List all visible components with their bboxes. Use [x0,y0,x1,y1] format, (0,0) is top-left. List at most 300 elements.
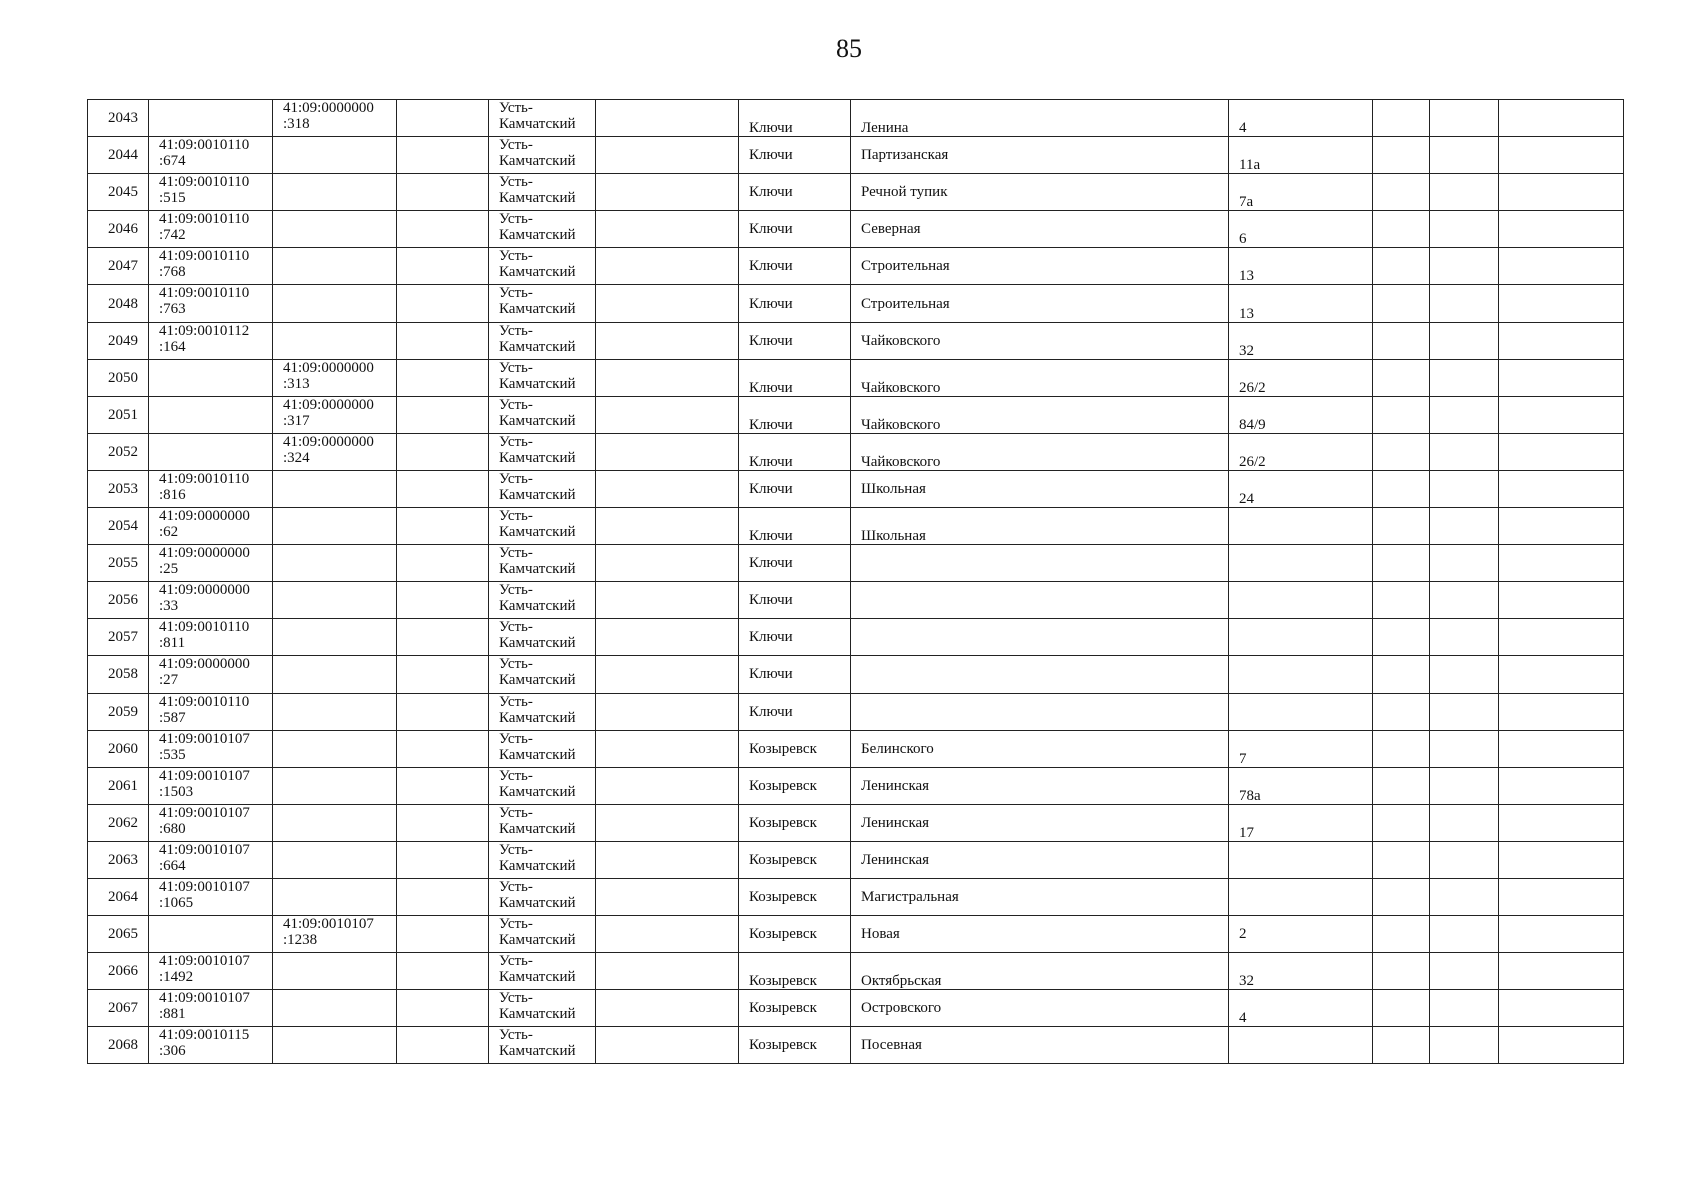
row-number-cell: 2055 [88,545,149,582]
empty-cell [1499,137,1624,174]
cadastral-number-b-cell [273,470,397,507]
empty-cell [596,916,739,953]
empty-cell [596,174,739,211]
empty-cell [397,990,489,1027]
cadastral-number-a-cell: 41:09:0010110 :816 [149,470,273,507]
empty-cell [1499,953,1624,990]
cadastral-number-b-cell: 41:09:0000000 :324 [273,433,397,470]
row-number-cell: 2054 [88,508,149,545]
table-row [88,433,1624,470]
empty-cell [397,359,489,396]
empty-cell [596,990,739,1027]
empty-cell [397,767,489,804]
table-row [88,730,1624,767]
house-number-cell: 4 [1229,100,1373,137]
table-row [88,693,1624,730]
district-cell: Усть- Камчатский [489,396,596,433]
locality-cell: Козыревск [739,804,851,841]
district-cell: Усть- Камчатский [489,619,596,656]
empty-cell [397,730,489,767]
empty-cell [397,582,489,619]
empty-cell [397,211,489,248]
empty-cell [596,804,739,841]
locality-cell: Ключи [739,322,851,359]
street-cell: Школьная [851,470,1229,507]
cadastral-number-b-cell: 41:09:0000000 :317 [273,396,397,433]
house-number-cell: 6 [1229,211,1373,248]
cadastral-number-b-cell [273,582,397,619]
locality-cell: Ключи [739,100,851,137]
cadastral-number-a-cell: 41:09:0010107 :680 [149,804,273,841]
row-number-cell: 2051 [88,396,149,433]
cadastral-number-a-cell: 41:09:0010115 :306 [149,1027,273,1064]
empty-cell [596,693,739,730]
district-cell: Усть- Камчатский [489,878,596,915]
district-cell: Усть- Камчатский [489,990,596,1027]
house-number-cell: 7 [1229,730,1373,767]
locality-cell: Ключи [739,211,851,248]
locality-cell: Ключи [739,656,851,693]
empty-cell [1373,211,1430,248]
cadastral-number-b-cell [273,508,397,545]
house-number-cell [1229,508,1373,545]
cadastral-number-a-cell: 41:09:0010107 :1492 [149,953,273,990]
street-cell: Ленинская [851,841,1229,878]
house-number-cell: 2 [1229,916,1373,953]
locality-cell: Козыревск [739,990,851,1027]
empty-cell [1430,433,1499,470]
cadastral-number-a-cell: 41:09:0010110 :515 [149,174,273,211]
empty-cell [596,656,739,693]
house-number-cell: 17 [1229,804,1373,841]
empty-cell [397,100,489,137]
cadastral-number-b-cell [273,174,397,211]
empty-cell [596,841,739,878]
empty-cell [1430,545,1499,582]
row-number-cell: 2066 [88,953,149,990]
page-number: 85 [836,34,862,63]
cadastral-number-a-cell: 41:09:0010112 :164 [149,322,273,359]
empty-cell [1430,100,1499,137]
cadastral-number-a-cell [149,359,273,396]
empty-cell [1430,508,1499,545]
cadastral-number-a-cell [149,396,273,433]
street-cell [851,693,1229,730]
street-cell: Школьная [851,508,1229,545]
locality-cell: Козыревск [739,1027,851,1064]
empty-cell [1373,953,1430,990]
street-cell: Островского [851,990,1229,1027]
row-number-cell: 2061 [88,767,149,804]
empty-cell [596,285,739,322]
cadastral-number-a-cell: 41:09:0010107 :1503 [149,767,273,804]
cadastral-number-b-cell [273,211,397,248]
empty-cell [1373,990,1430,1027]
table-row [88,322,1624,359]
district-cell: Усть- Камчатский [489,470,596,507]
table-row [88,656,1624,693]
street-cell: Ленинская [851,767,1229,804]
street-cell: Октябрьская [851,953,1229,990]
district-cell: Усть- Камчатский [489,916,596,953]
table-row [88,1027,1624,1064]
cadastral-number-b-cell [273,1027,397,1064]
empty-cell [1373,656,1430,693]
locality-cell: Козыревск [739,916,851,953]
cadastral-number-a-cell: 41:09:0010110 :811 [149,619,273,656]
locality-cell: Ключи [739,508,851,545]
table-row [88,396,1624,433]
locality-cell: Козыревск [739,841,851,878]
empty-cell [397,693,489,730]
table-row [88,211,1624,248]
street-cell: Чайковского [851,322,1229,359]
empty-cell [1430,841,1499,878]
cadastral-number-a-cell: 41:09:0010107 :664 [149,841,273,878]
empty-cell [1373,693,1430,730]
empty-cell [1430,582,1499,619]
empty-cell [397,285,489,322]
cadastral-number-b-cell [273,730,397,767]
row-number-cell: 2065 [88,916,149,953]
cadastral-number-a-cell: 41:09:0010110 :674 [149,137,273,174]
empty-cell [1430,470,1499,507]
cadastral-number-b-cell [273,953,397,990]
house-number-cell [1229,656,1373,693]
empty-cell [596,470,739,507]
table-row [88,916,1624,953]
street-cell: Ленина [851,100,1229,137]
empty-cell [1373,100,1430,137]
row-number-cell: 2068 [88,1027,149,1064]
empty-cell [1430,322,1499,359]
house-number-cell [1229,582,1373,619]
house-number-cell: 11а [1229,137,1373,174]
empty-cell [1499,359,1624,396]
house-number-cell [1229,693,1373,730]
cadastral-number-a-cell: 41:09:0010110 :768 [149,248,273,285]
locality-cell: Ключи [739,545,851,582]
empty-cell [397,953,489,990]
street-cell: Речной тупик [851,174,1229,211]
empty-cell [1430,878,1499,915]
empty-cell [596,359,739,396]
empty-cell [1373,1027,1430,1064]
district-cell: Усть- Камчатский [489,1027,596,1064]
cadastral-number-b-cell: 41:09:0000000 :313 [273,359,397,396]
table-row [88,953,1624,990]
house-number-cell: 13 [1229,285,1373,322]
empty-cell [1499,916,1624,953]
empty-cell [596,619,739,656]
registry-rows [88,100,1624,1064]
row-number-cell: 2062 [88,804,149,841]
street-cell: Строительная [851,285,1229,322]
street-cell: Ленинская [851,804,1229,841]
cadastral-number-a-cell: 41:09:0000000 :25 [149,545,273,582]
district-cell: Усть- Камчатский [489,211,596,248]
row-number-cell: 2067 [88,990,149,1027]
empty-cell [1499,174,1624,211]
empty-cell [1373,285,1430,322]
house-number-cell: 24 [1229,470,1373,507]
cadastral-number-a-cell: 41:09:0010110 :587 [149,693,273,730]
empty-cell [596,545,739,582]
district-cell: Усть- Камчатский [489,359,596,396]
locality-cell: Ключи [739,248,851,285]
empty-cell [596,211,739,248]
empty-cell [1373,878,1430,915]
cadastral-number-a-cell [149,433,273,470]
cadastral-number-a-cell: 41:09:0000000 :27 [149,656,273,693]
empty-cell [1430,285,1499,322]
district-cell: Усть- Камчатский [489,433,596,470]
row-number-cell: 2043 [88,100,149,137]
street-cell: Магистральная [851,878,1229,915]
empty-cell [1499,100,1624,137]
locality-cell: Ключи [739,137,851,174]
cadastral-number-b-cell [273,248,397,285]
empty-cell [1499,433,1624,470]
empty-cell [1373,322,1430,359]
cadastral-number-a-cell [149,100,273,137]
empty-cell [1373,248,1430,285]
cadastral-number-b-cell [273,137,397,174]
empty-cell [1499,1027,1624,1064]
empty-cell [397,508,489,545]
empty-cell [1430,767,1499,804]
cadastral-number-b-cell [273,693,397,730]
cadastral-number-b-cell: 41:09:0000000 :318 [273,100,397,137]
empty-cell [1373,730,1430,767]
district-cell: Усть- Камчатский [489,730,596,767]
table-row [88,174,1624,211]
cadastral-number-b-cell [273,878,397,915]
empty-cell [1430,953,1499,990]
empty-cell [1373,619,1430,656]
cadastral-number-b-cell [273,545,397,582]
cadastral-number-b-cell [273,285,397,322]
empty-cell [1499,396,1624,433]
empty-cell [1373,804,1430,841]
locality-cell: Козыревск [739,767,851,804]
cadastral-number-a-cell: 41:09:0010107 :1065 [149,878,273,915]
empty-cell [1499,990,1624,1027]
street-cell: Новая [851,916,1229,953]
district-cell: Усть- Камчатский [489,841,596,878]
empty-cell [397,878,489,915]
table-row [88,545,1624,582]
house-number-cell: 4 [1229,990,1373,1027]
locality-cell: Козыревск [739,953,851,990]
empty-cell [397,1027,489,1064]
empty-cell [1430,990,1499,1027]
table-row [88,285,1624,322]
empty-cell [1499,693,1624,730]
empty-cell [1499,878,1624,915]
empty-cell [1499,322,1624,359]
locality-cell: Ключи [739,470,851,507]
empty-cell [1373,545,1430,582]
row-number-cell: 2045 [88,174,149,211]
street-cell [851,619,1229,656]
row-number-cell: 2047 [88,248,149,285]
empty-cell [1430,1027,1499,1064]
cadastral-number-b-cell [273,804,397,841]
empty-cell [1373,582,1430,619]
locality-cell: Ключи [739,174,851,211]
table-row [88,582,1624,619]
locality-cell: Ключи [739,285,851,322]
empty-cell [397,433,489,470]
row-number-cell: 2044 [88,137,149,174]
district-cell: Усть- Камчатский [489,285,596,322]
empty-cell [1430,137,1499,174]
empty-cell [1499,545,1624,582]
row-number-cell: 2049 [88,322,149,359]
district-cell: Усть- Камчатский [489,693,596,730]
row-number-cell: 2059 [88,693,149,730]
row-number-cell: 2060 [88,730,149,767]
cadastral-number-a-cell: 41:09:0000000 :62 [149,508,273,545]
empty-cell [1499,248,1624,285]
empty-cell [596,396,739,433]
locality-cell: Ключи [739,396,851,433]
empty-cell [1373,433,1430,470]
house-number-cell: 32 [1229,322,1373,359]
empty-cell [596,137,739,174]
house-number-cell: 32 [1229,953,1373,990]
empty-cell [1373,767,1430,804]
empty-cell [596,1027,739,1064]
district-cell: Усть- Камчатский [489,656,596,693]
empty-cell [596,767,739,804]
cadastral-number-a-cell: 41:09:0010110 :763 [149,285,273,322]
empty-cell [596,248,739,285]
district-cell: Усть- Камчатский [489,137,596,174]
empty-cell [1430,619,1499,656]
empty-cell [596,322,739,359]
locality-cell: Ключи [739,619,851,656]
empty-cell [596,100,739,137]
house-number-cell [1229,878,1373,915]
empty-cell [596,433,739,470]
empty-cell [1430,359,1499,396]
district-cell: Усть- Камчатский [489,953,596,990]
street-cell [851,545,1229,582]
empty-cell [1373,396,1430,433]
table-row [88,470,1624,507]
empty-cell [1499,767,1624,804]
empty-cell [397,137,489,174]
table-row [88,619,1624,656]
empty-cell [1499,211,1624,248]
empty-cell [1373,137,1430,174]
row-number-cell: 2053 [88,470,149,507]
locality-cell: Ключи [739,359,851,396]
row-number-cell: 2052 [88,433,149,470]
district-cell: Усть- Камчатский [489,322,596,359]
empty-cell [1430,656,1499,693]
empty-cell [1430,396,1499,433]
empty-cell [397,248,489,285]
empty-cell [397,174,489,211]
empty-cell [1430,693,1499,730]
empty-cell [1373,841,1430,878]
empty-cell [1373,916,1430,953]
locality-cell: Козыревск [739,730,851,767]
street-cell: Посевная [851,1027,1229,1064]
cadastral-number-b-cell [273,619,397,656]
table-row [88,100,1624,137]
district-cell: Усть- Камчатский [489,508,596,545]
cadastral-number-b-cell [273,990,397,1027]
house-number-cell [1229,841,1373,878]
empty-cell [1430,211,1499,248]
empty-cell [397,804,489,841]
row-number-cell: 2050 [88,359,149,396]
table-row [88,508,1624,545]
empty-cell [1430,730,1499,767]
empty-cell [397,841,489,878]
cadastral-number-a-cell: 41:09:0010110 :742 [149,211,273,248]
empty-cell [397,656,489,693]
cadastral-number-b-cell [273,841,397,878]
house-number-cell [1229,1027,1373,1064]
locality-cell: Козыревск [739,878,851,915]
empty-cell [397,545,489,582]
row-number-cell: 2056 [88,582,149,619]
empty-cell [596,953,739,990]
district-cell: Усть- Камчатский [489,767,596,804]
cadastral-number-b-cell: 41:09:0010107 :1238 [273,916,397,953]
empty-cell [1373,470,1430,507]
empty-cell [1499,582,1624,619]
street-cell [851,582,1229,619]
empty-cell [397,322,489,359]
empty-cell [1499,656,1624,693]
table-row [88,767,1624,804]
empty-cell [596,508,739,545]
row-number-cell: 2057 [88,619,149,656]
street-cell: Северная [851,211,1229,248]
district-cell: Усть- Камчатский [489,100,596,137]
house-number-cell [1229,545,1373,582]
empty-cell [1430,916,1499,953]
empty-cell [1430,804,1499,841]
table-row [88,990,1624,1027]
locality-cell: Ключи [739,433,851,470]
house-number-cell [1229,619,1373,656]
district-cell: Усть- Камчатский [489,804,596,841]
cadastral-number-b-cell [273,767,397,804]
house-number-cell: 7а [1229,174,1373,211]
house-number-cell: 78а [1229,767,1373,804]
empty-cell [1499,841,1624,878]
street-cell: Строительная [851,248,1229,285]
house-number-cell: 26/2 [1229,359,1373,396]
cadastral-number-a-cell: 41:09:0000000 :33 [149,582,273,619]
empty-cell [397,396,489,433]
table-row [88,137,1624,174]
empty-cell [596,878,739,915]
street-cell: Партизанская [851,137,1229,174]
table-row [88,841,1624,878]
row-number-cell: 2064 [88,878,149,915]
street-cell: Белинского [851,730,1229,767]
cadastral-number-a-cell: 41:09:0010107 :881 [149,990,273,1027]
empty-cell [1499,730,1624,767]
